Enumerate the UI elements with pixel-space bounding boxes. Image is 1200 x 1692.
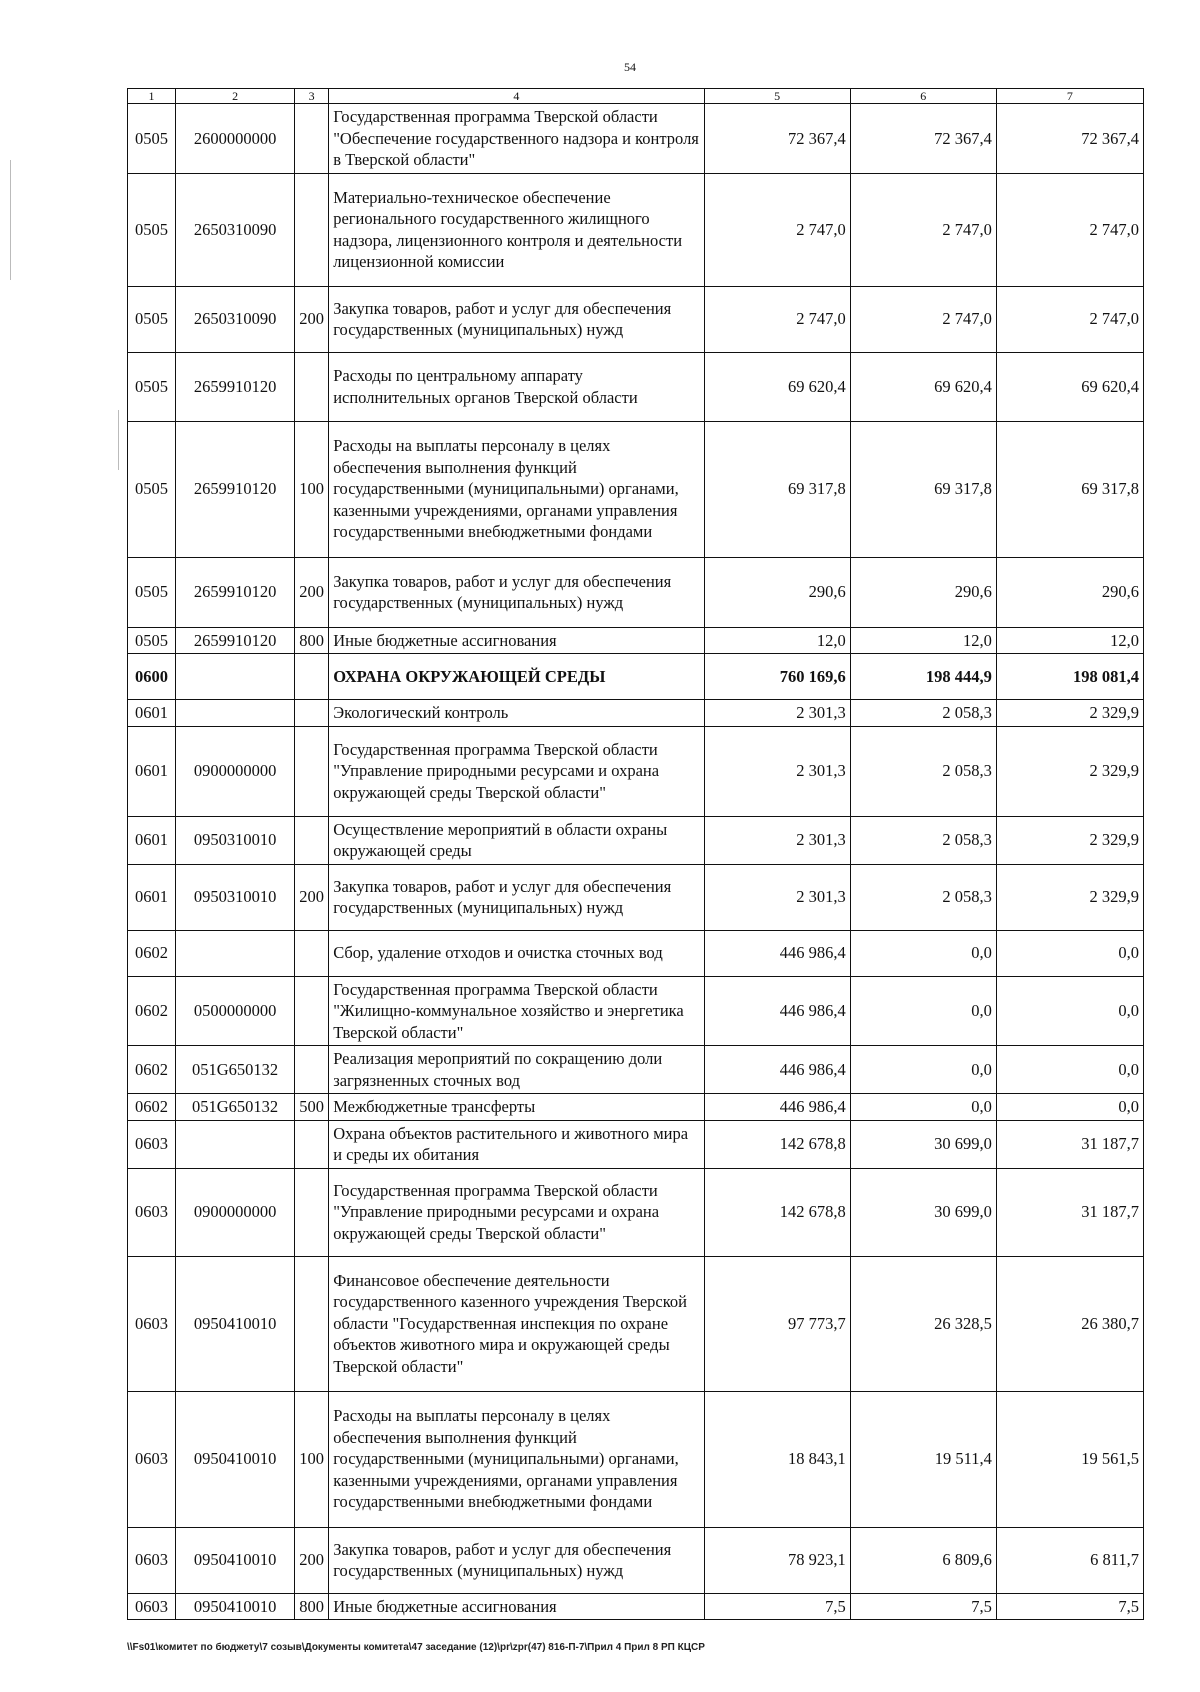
expense-type-cell	[295, 1256, 329, 1391]
amount-col7-cell: 290,6	[996, 557, 1143, 627]
amount-col6-cell: 0,0	[850, 1046, 996, 1094]
amount-col5-cell: 446 986,4	[704, 930, 850, 976]
scan-edge-mark	[10, 160, 11, 280]
target-article-cell: 051G650132	[176, 1094, 295, 1121]
item-name-cell: Иные бюджетные ассигнования	[329, 627, 704, 654]
expense-type-cell	[295, 1120, 329, 1168]
table-row	[128, 816, 1144, 864]
target-article-cell: 0950410010	[176, 1256, 295, 1391]
target-article-cell: 2650310090	[176, 286, 295, 352]
section-code-cell: 0603	[128, 1593, 176, 1620]
amount-col5-cell: 2 301,3	[704, 726, 850, 816]
amount-col5-cell: 446 986,4	[704, 976, 850, 1046]
amount-col7-cell: 31 187,7	[996, 1168, 1143, 1256]
table-body	[128, 104, 1144, 1620]
target-article-cell: 0950310010	[176, 816, 295, 864]
target-article-cell	[176, 930, 295, 976]
section-code-cell: 0505	[128, 627, 176, 654]
target-article-cell: 0900000000	[176, 726, 295, 816]
item-name-cell: Закупка товаров, работ и услуг для обеспечения государственных (муниципальных) нужд	[329, 557, 704, 627]
table-row	[128, 286, 1144, 352]
column-header: 1	[128, 89, 176, 104]
amount-col5-cell: 290,6	[704, 557, 850, 627]
table-row	[128, 700, 1144, 727]
item-name-cell: Закупка товаров, работ и услуг для обеспечения государственных (муниципальных) нужд	[329, 1527, 704, 1593]
amount-col6-cell: 7,5	[850, 1593, 996, 1620]
target-article-cell: 0500000000	[176, 976, 295, 1046]
column-header: 5	[704, 89, 850, 104]
amount-col7-cell: 7,5	[996, 1593, 1143, 1620]
section-code-cell: 0601	[128, 726, 176, 816]
item-name-cell: Государственная программа Тверской области "Управление природными ресурсами и охрана окружающей среды Тверской области"	[329, 726, 704, 816]
table-row	[128, 1168, 1144, 1256]
target-article-cell: 051G650132	[176, 1046, 295, 1094]
item-name-cell: Расходы по центральному аппарату исполнительных органов Тверской области	[329, 352, 704, 421]
amount-col5-cell: 142 678,8	[704, 1168, 850, 1256]
amount-col7-cell: 72 367,4	[996, 104, 1143, 174]
expense-type-cell	[295, 654, 329, 700]
table-row	[128, 557, 1144, 627]
item-name-cell: Сбор, удаление отходов и очистка сточных вод	[329, 930, 704, 976]
section-code-cell: 0505	[128, 557, 176, 627]
item-name-cell: Межбюджетные трансферты	[329, 1094, 704, 1121]
amount-col5-cell: 2 747,0	[704, 286, 850, 352]
section-code-cell: 0505	[128, 286, 176, 352]
expense-type-cell	[295, 352, 329, 421]
item-name-cell: Охрана объектов растительного и животного мира и среды их обитания	[329, 1120, 704, 1168]
amount-col7-cell: 69 317,8	[996, 421, 1143, 557]
amount-col7-cell: 198 081,4	[996, 654, 1143, 700]
target-article-cell: 0950310010	[176, 864, 295, 930]
expense-type-cell	[295, 1046, 329, 1094]
amount-col5-cell: 7,5	[704, 1593, 850, 1620]
table-row	[128, 1391, 1144, 1527]
target-article-cell: 2659910120	[176, 627, 295, 654]
amount-col6-cell: 26 328,5	[850, 1256, 996, 1391]
amount-col7-cell: 0,0	[996, 930, 1143, 976]
table-row	[128, 352, 1144, 421]
amount-col7-cell: 2 329,9	[996, 700, 1143, 727]
item-name-cell: Материально-техническое обеспечение регионального государственного жилищного надзора, лицензионного контроля и деятельности лицензионной комиссии	[329, 173, 704, 286]
item-name-cell: Расходы на выплаты персоналу в целях обеспечения выполнения функций государственными (муниципальными) органами, казенными учреждениями, органами управления государственными внебюджетными фондами	[329, 421, 704, 557]
amount-col6-cell: 0,0	[850, 976, 996, 1046]
amount-col6-cell: 30 699,0	[850, 1168, 996, 1256]
budget-table	[127, 88, 1144, 1620]
item-name-cell: Экологический контроль	[329, 700, 704, 727]
table-row	[128, 654, 1144, 700]
amount-col6-cell: 19 511,4	[850, 1391, 996, 1527]
expense-type-cell: 200	[295, 864, 329, 930]
target-article-cell: 0900000000	[176, 1168, 295, 1256]
table-header-row	[128, 89, 1144, 104]
section-code-cell: 0601	[128, 864, 176, 930]
target-article-cell: 0950410010	[176, 1527, 295, 1593]
amount-col5-cell: 446 986,4	[704, 1094, 850, 1121]
amount-col6-cell: 2 058,3	[850, 726, 996, 816]
table-row	[128, 173, 1144, 286]
expense-type-cell: 800	[295, 627, 329, 654]
amount-col6-cell: 2 058,3	[850, 700, 996, 727]
expense-type-cell	[295, 726, 329, 816]
amount-col6-cell: 69 620,4	[850, 352, 996, 421]
section-code-cell: 0603	[128, 1527, 176, 1593]
amount-col5-cell: 2 301,3	[704, 700, 850, 727]
amount-col7-cell: 2 747,0	[996, 173, 1143, 286]
target-article-cell: 2659910120	[176, 352, 295, 421]
table-row	[128, 1256, 1144, 1391]
amount-col7-cell: 12,0	[996, 627, 1143, 654]
expense-type-cell: 100	[295, 1391, 329, 1527]
amount-col5-cell: 2 301,3	[704, 864, 850, 930]
section-code-cell: 0603	[128, 1168, 176, 1256]
item-name-cell: Государственная программа Тверской области "Обеспечение государственного надзора и контроля в Тверской области"	[329, 104, 704, 174]
amount-col7-cell: 0,0	[996, 976, 1143, 1046]
table-row	[128, 976, 1144, 1046]
section-code-cell: 0505	[128, 173, 176, 286]
amount-col6-cell: 6 809,6	[850, 1527, 996, 1593]
expense-type-cell	[295, 930, 329, 976]
target-article-cell	[176, 1120, 295, 1168]
amount-col6-cell: 72 367,4	[850, 104, 996, 174]
item-name-cell: Государственная программа Тверской области "Управление природными ресурсами и охрана окружающей среды Тверской области"	[329, 1168, 704, 1256]
expense-type-cell: 200	[295, 557, 329, 627]
item-name-cell: Осуществление мероприятий в области охраны окружающей среды	[329, 816, 704, 864]
amount-col5-cell: 18 843,1	[704, 1391, 850, 1527]
amount-col6-cell: 0,0	[850, 1094, 996, 1121]
amount-col6-cell: 30 699,0	[850, 1120, 996, 1168]
table-row	[128, 864, 1144, 930]
expense-type-cell: 200	[295, 1527, 329, 1593]
target-article-cell	[176, 654, 295, 700]
amount-col6-cell: 0,0	[850, 930, 996, 976]
expense-type-cell: 100	[295, 421, 329, 557]
expense-type-cell	[295, 1168, 329, 1256]
table-row	[128, 104, 1144, 174]
target-article-cell: 2600000000	[176, 104, 295, 174]
column-header: 4	[329, 89, 704, 104]
expense-type-cell	[295, 816, 329, 864]
amount-col6-cell: 2 747,0	[850, 286, 996, 352]
amount-col5-cell: 2 301,3	[704, 816, 850, 864]
amount-col6-cell: 2 058,3	[850, 816, 996, 864]
section-code-cell: 0602	[128, 1094, 176, 1121]
page-number: 54	[624, 60, 636, 74]
table-row	[128, 627, 1144, 654]
amount-col6-cell: 198 444,9	[850, 654, 996, 700]
amount-col6-cell: 2 747,0	[850, 173, 996, 286]
expense-type-cell: 500	[295, 1094, 329, 1121]
amount-col7-cell: 2 329,9	[996, 864, 1143, 930]
target-article-cell: 2650310090	[176, 173, 295, 286]
amount-col7-cell: 0,0	[996, 1046, 1143, 1094]
column-header: 3	[295, 89, 329, 104]
amount-col6-cell: 12,0	[850, 627, 996, 654]
scan-edge-mark	[118, 410, 119, 470]
item-name-cell: ОХРАНА ОКРУЖАЮЩЕЙ СРЕДЫ	[329, 654, 704, 700]
table-row	[128, 421, 1144, 557]
amount-col5-cell: 78 923,1	[704, 1527, 850, 1593]
expense-type-cell: 200	[295, 286, 329, 352]
amount-col7-cell: 19 561,5	[996, 1391, 1143, 1527]
amount-col5-cell: 72 367,4	[704, 104, 850, 174]
amount-col7-cell: 2 329,9	[996, 726, 1143, 816]
item-name-cell: Расходы на выплаты персоналу в целях обеспечения выполнения функций государственными (муниципальными) органами, казенными учреждениями, органами управления государственными внебюджетными фондами	[329, 1391, 704, 1527]
table-row	[128, 1120, 1144, 1168]
amount-col5-cell: 12,0	[704, 627, 850, 654]
amount-col7-cell: 6 811,7	[996, 1527, 1143, 1593]
section-code-cell: 0602	[128, 976, 176, 1046]
target-article-cell: 2659910120	[176, 421, 295, 557]
section-code-cell: 0601	[128, 700, 176, 727]
amount-col7-cell: 69 620,4	[996, 352, 1143, 421]
section-code-cell: 0602	[128, 930, 176, 976]
item-name-cell: Реализация мероприятий по сокращению доли загрязненных сточных вод	[329, 1046, 704, 1094]
amount-col6-cell: 290,6	[850, 557, 996, 627]
section-code-cell: 0602	[128, 1046, 176, 1094]
section-code-cell: 0601	[128, 816, 176, 864]
table-row	[128, 1527, 1144, 1593]
column-header: 7	[996, 89, 1143, 104]
expense-type-cell	[295, 700, 329, 727]
section-code-cell: 0603	[128, 1256, 176, 1391]
column-header: 6	[850, 89, 996, 104]
item-name-cell: Государственная программа Тверской области "Жилищно-коммунальное хозяйство и энергетика Тверской области"	[329, 976, 704, 1046]
amount-col7-cell: 0,0	[996, 1094, 1143, 1121]
section-code-cell: 0505	[128, 104, 176, 174]
table-row	[128, 1046, 1144, 1094]
target-article-cell: 2659910120	[176, 557, 295, 627]
footer-file-path: \\Fs01\комитет по бюджету\7 созыв\Документы комитета\47 заседание (12)\pr\zpr(47) 816-П-7\Прил 4 Прил 8 РП КЦСР	[127, 1642, 705, 1653]
expense-type-cell	[295, 104, 329, 174]
amount-col5-cell: 142 678,8	[704, 1120, 850, 1168]
amount-col7-cell: 2 747,0	[996, 286, 1143, 352]
section-code-cell: 0603	[128, 1391, 176, 1527]
expense-type-cell	[295, 173, 329, 286]
table-row	[128, 726, 1144, 816]
target-article-cell	[176, 700, 295, 727]
item-name-cell: Иные бюджетные ассигнования	[329, 1593, 704, 1620]
amount-col5-cell: 760 169,6	[704, 654, 850, 700]
amount-col5-cell: 2 747,0	[704, 173, 850, 286]
target-article-cell: 0950410010	[176, 1593, 295, 1620]
amount-col7-cell: 2 329,9	[996, 816, 1143, 864]
amount-col7-cell: 26 380,7	[996, 1256, 1143, 1391]
target-article-cell: 0950410010	[176, 1391, 295, 1527]
amount-col5-cell: 446 986,4	[704, 1046, 850, 1094]
amount-col6-cell: 2 058,3	[850, 864, 996, 930]
section-code-cell: 0505	[128, 421, 176, 557]
item-name-cell: Закупка товаров, работ и услуг для обеспечения государственных (муниципальных) нужд	[329, 864, 704, 930]
section-code-cell: 0603	[128, 1120, 176, 1168]
table-row	[128, 1094, 1144, 1121]
column-header: 2	[176, 89, 295, 104]
table-row	[128, 930, 1144, 976]
section-code-cell: 0505	[128, 352, 176, 421]
amount-col7-cell: 31 187,7	[996, 1120, 1143, 1168]
expense-type-cell: 800	[295, 1593, 329, 1620]
table-row	[128, 1593, 1144, 1620]
amount-col5-cell: 69 317,8	[704, 421, 850, 557]
section-code-cell: 0600	[128, 654, 176, 700]
amount-col5-cell: 69 620,4	[704, 352, 850, 421]
amount-col6-cell: 69 317,8	[850, 421, 996, 557]
item-name-cell: Финансовое обеспечение деятельности государственного казенного учреждения Тверской области "Государственная инспекция по охране объектов животного мира и окружающей среды Тверской области"	[329, 1256, 704, 1391]
expense-type-cell	[295, 976, 329, 1046]
amount-col5-cell: 97 773,7	[704, 1256, 850, 1391]
item-name-cell: Закупка товаров, работ и услуг для обеспечения государственных (муниципальных) нужд	[329, 286, 704, 352]
